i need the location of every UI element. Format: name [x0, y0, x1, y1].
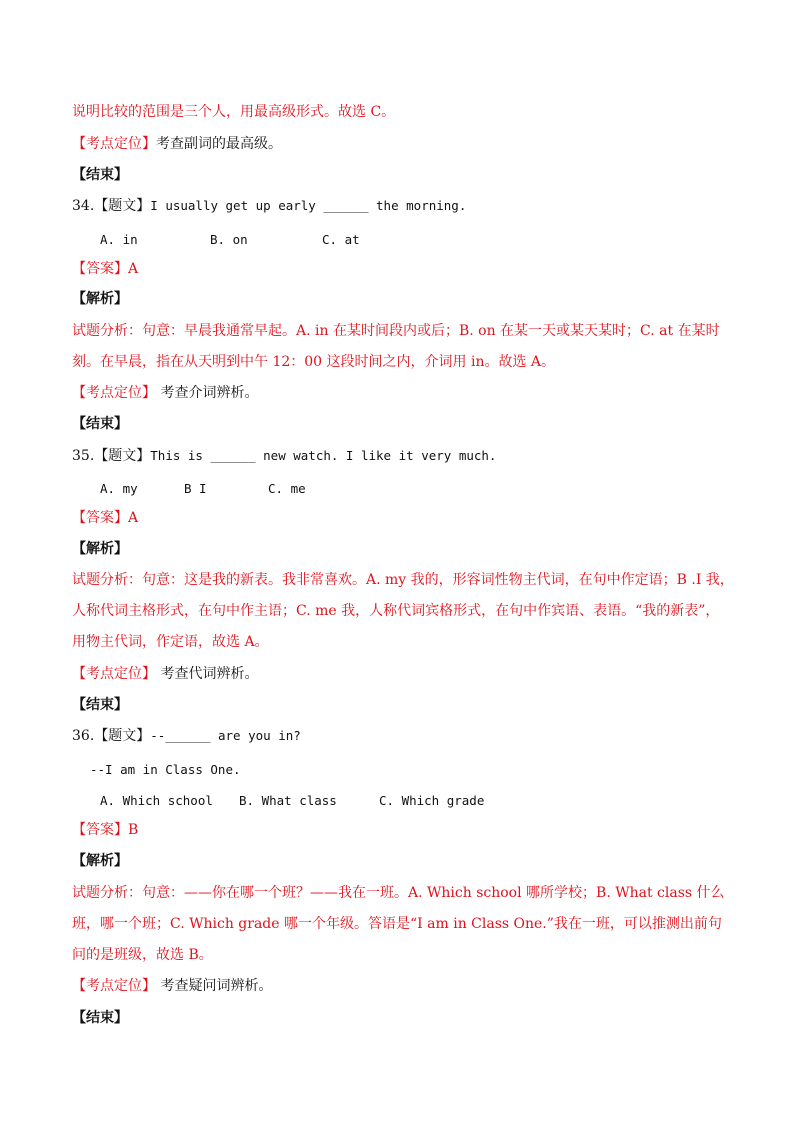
option-c: C. at	[322, 232, 360, 247]
analysis-continuation: 说明比较的范围是三个人，用最高级形式。故选 C。	[72, 104, 396, 120]
option-a: A. in	[100, 232, 138, 247]
answer-36: 【答案】B	[72, 822, 139, 838]
question-text: --______ are you in?	[150, 728, 301, 743]
option-b: B I	[184, 481, 207, 496]
knowledge-point-34	[72, 383, 258, 403]
knowledge-point-text: 考查代词辨析。	[160, 666, 259, 682]
analysis-35-line-1: 试题分析：句意：这是我的新表。我非常喜欢。A. my 我的，形容词性物主代词，在句中作定语；B .I 我，	[72, 572, 734, 588]
question-34-options	[100, 230, 360, 250]
question-36	[72, 726, 301, 746]
analysis-36-line-1: 试题分析：句意：——你在哪一个班？——我在一班。A. Which school 哪所学校；B. What class 什么	[72, 885, 725, 901]
analysis-34-line-2: 刻。在早晨，指在从天明到中午 12：00 这段时间之内，介词用 in。故选 A。	[72, 354, 556, 370]
analysis-36-line-2: 班，哪一个班；C. Which grade 哪一个年级。答语是“I am in Class One.”我在一班，可以推测出前句	[72, 916, 722, 932]
question-text: I usually get up early ______ the morning.	[150, 198, 467, 213]
knowledge-point-tag: 【考点定位】	[72, 666, 156, 682]
option-b: B. What class	[239, 793, 337, 808]
knowledge-point-tag: 【考点定位】	[72, 136, 156, 152]
question-number: 35.	[72, 448, 95, 464]
analysis-35-line-3: 用物主代词，作定语，故选 A。	[72, 634, 269, 650]
knowledge-point-text: 考查疑问词辨析。	[160, 978, 273, 994]
analysis-label-35: 【解析】	[72, 541, 128, 557]
option-a: A. my	[100, 481, 138, 496]
knowledge-point-36	[72, 976, 272, 996]
question-35-options	[100, 479, 306, 499]
knowledge-point-35	[72, 664, 258, 684]
question-tag: 【题文】	[94, 198, 151, 214]
knowledge-point-text: 考查副词的最高级。	[156, 136, 282, 152]
knowledge-point-text: 考查介词辨析。	[160, 385, 259, 401]
end-marker: 【结束】	[72, 167, 128, 183]
question-tag: 【题文】	[94, 448, 151, 464]
end-marker-35: 【结束】	[72, 697, 128, 713]
end-marker-34: 【结束】	[72, 416, 128, 432]
question-number: 36.	[72, 728, 95, 744]
question-number: 34.	[72, 198, 95, 214]
option-c: C. me	[268, 481, 306, 496]
answer-35: 【答案】A	[72, 510, 139, 526]
question-tag: 【题文】	[94, 728, 151, 744]
option-a: A. Which school	[100, 793, 213, 808]
knowledge-point-tag: 【考点定位】	[72, 385, 156, 401]
analysis-34-line-1: 试题分析：句意：早晨我通常早起。A. in 在某时间段内或后；B. on 在某一天或某天某时；C. at 在某时	[72, 323, 720, 339]
end-marker-36: 【结束】	[72, 1010, 128, 1026]
answer-34: 【答案】A	[72, 261, 139, 277]
question-34	[72, 196, 466, 216]
question-36-reply: --I am in Class One.	[90, 762, 241, 777]
question-35	[72, 446, 496, 466]
option-b: B. on	[210, 232, 248, 247]
knowledge-point-row	[72, 134, 282, 154]
option-c: C. Which grade	[379, 793, 485, 808]
question-36-options	[100, 791, 484, 811]
analysis-36-line-3: 问的是班级，故选 B。	[72, 947, 213, 963]
analysis-label-36: 【解析】	[72, 853, 128, 869]
analysis-label-34: 【解析】	[72, 291, 128, 307]
analysis-35-line-2: 人称代词主格形式，在句中作主语；C. me 我，人称代词宾格形式，在句中作宾语、表语。“我的新表”，	[72, 603, 720, 619]
question-text: This is ______ new watch. I like it very much.	[150, 448, 497, 463]
knowledge-point-tag: 【考点定位】	[72, 978, 156, 994]
